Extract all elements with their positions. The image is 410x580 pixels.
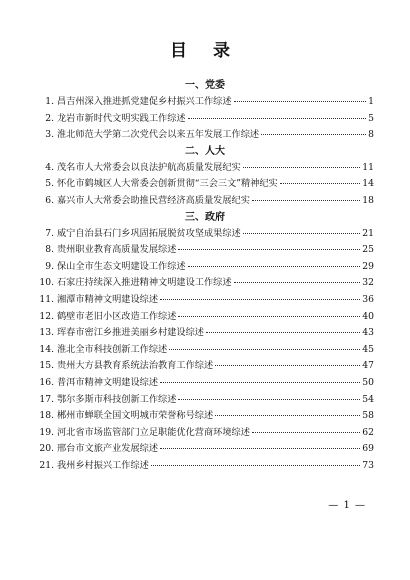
entry-title: 邢台市文旅产业发展综述 <box>57 443 159 455</box>
entry-title: 嘉兴市人大常委会助推民营经济高质量发展纪实 <box>57 194 250 206</box>
entry-title: 威宁自治县石门乡巩固拓展脱贫攻坚成果综述 <box>57 227 241 239</box>
entry-page-number: 36 <box>362 293 374 305</box>
entry-page-number: 11 <box>362 161 374 173</box>
entry-number: 10. <box>39 277 54 289</box>
entry-title: 鹤壁市老旧小区改造工作综述 <box>57 310 177 322</box>
entry-number: 14. <box>39 343 54 355</box>
entry-page-number: 25 <box>362 244 374 256</box>
dot-leader <box>206 332 360 333</box>
entry-page-number: 47 <box>362 360 374 372</box>
dot-leader <box>261 134 366 135</box>
section-header: 三、政府 <box>185 211 225 223</box>
entry-page-number: 14 <box>362 178 374 190</box>
section-header: 二、人大 <box>185 145 225 157</box>
entry-number: 21. <box>39 459 54 471</box>
entry-number: 2. <box>45 112 54 124</box>
toc-entry[interactable] <box>36 408 374 425</box>
entry-page-number: 54 <box>362 393 374 405</box>
entry-number: 12. <box>39 310 54 322</box>
dot-leader <box>280 183 361 184</box>
entry-number: 17. <box>39 393 54 405</box>
entry-title: 普洱市精神文明建设综述 <box>57 376 159 388</box>
toc-entry[interactable] <box>36 242 374 259</box>
toc-entry[interactable] <box>36 193 374 210</box>
entry-number: 18. <box>39 410 54 422</box>
dot-leader <box>243 167 361 168</box>
dot-leader <box>160 448 360 449</box>
dot-leader <box>252 200 360 201</box>
entry-title: 我州乡村振兴工作综述 <box>57 459 149 471</box>
entry-number: 7. <box>45 227 54 239</box>
entry-page-number: 1 <box>368 96 374 107</box>
entry-page-number: 40 <box>362 310 374 322</box>
dot-leader <box>215 415 360 416</box>
toc-entry[interactable] <box>36 176 374 193</box>
entry-title: 龙岩市新时代文明实践工作综述 <box>57 112 186 124</box>
entry-title: 石家庄持续深入推进精神文明建设工作综述 <box>57 277 232 289</box>
toc-entry[interactable] <box>36 275 374 292</box>
entry-page-number: 45 <box>362 343 374 355</box>
table-of-contents <box>36 78 374 474</box>
entry-number: 15. <box>39 360 54 372</box>
toc-entry[interactable] <box>36 425 374 442</box>
entry-number: 9. <box>45 260 54 272</box>
entry-page-number: 18 <box>362 194 374 206</box>
toc-entry[interactable] <box>36 259 374 276</box>
section-header: 一、党委 <box>185 80 225 91</box>
entry-page-number: 21 <box>362 227 374 239</box>
entry-number: 8. <box>45 244 54 256</box>
dot-leader <box>215 365 360 366</box>
entry-number: 5. <box>45 178 54 190</box>
dot-leader <box>178 316 360 317</box>
entry-title: 郴州市蝉联全国文明城市荣誉称号综述 <box>57 410 214 422</box>
dot-leader <box>188 266 361 267</box>
entry-title: 鄂尔多斯市科技创新工作综述 <box>57 393 177 405</box>
entry-title: 昌吉州深入推进抓党建促乡村振兴工作综述 <box>57 96 232 107</box>
entry-page-number: 50 <box>362 376 374 388</box>
entry-title: 淮北师范大学第二次党代会以来五年发展工作综述 <box>57 129 260 141</box>
entry-number: 20. <box>39 443 54 455</box>
entry-title: 茂名市人大常委会以良法护航高质量发展纪实 <box>57 161 241 173</box>
entry-title: 珲春市密江乡推进美丽乡村建设综述 <box>57 327 204 339</box>
toc-entry[interactable] <box>36 226 374 243</box>
dot-leader <box>178 249 360 250</box>
entry-number: 16. <box>39 376 54 388</box>
toc-entry[interactable] <box>36 325 374 342</box>
entry-page-number: 5 <box>368 112 374 124</box>
dot-leader <box>252 432 360 433</box>
toc-entry[interactable] <box>36 292 374 309</box>
dot-leader <box>160 299 360 300</box>
entry-page-number: 73 <box>362 459 374 471</box>
entry-title: 贵州职业教育高质量发展综述 <box>57 244 177 256</box>
toc-entry[interactable] <box>36 94 374 111</box>
entry-page-number: 69 <box>362 443 374 455</box>
entry-number: 6. <box>45 194 54 206</box>
entry-number: 4. <box>45 161 54 173</box>
entry-page-number: 43 <box>362 327 374 339</box>
toc-entry[interactable] <box>36 375 374 392</box>
entry-page-number: 29 <box>362 260 374 272</box>
dot-leader <box>178 399 360 400</box>
toc-entry[interactable] <box>36 309 374 326</box>
entry-title: 淮北全市科技创新工作综述 <box>57 343 168 355</box>
dot-leader <box>234 101 367 102</box>
toc-entry[interactable] <box>36 392 374 409</box>
entry-number: 11. <box>39 293 54 305</box>
entry-page-number: 58 <box>362 410 374 422</box>
entry-number: 13. <box>39 327 54 339</box>
toc-entry[interactable] <box>36 160 374 177</box>
dot-leader <box>160 382 360 383</box>
dot-leader <box>243 233 361 234</box>
entry-page-number: 32 <box>362 277 374 289</box>
toc-entry[interactable] <box>36 111 374 128</box>
entry-number: 3. <box>45 129 54 141</box>
entry-number: 19. <box>39 426 54 438</box>
entry-title: 怀化市鹤城区人大常委会创新贯彻“三会三文”精神纪实 <box>57 178 278 190</box>
dot-leader <box>151 465 360 466</box>
dot-leader <box>169 349 360 350</box>
toc-entry[interactable] <box>36 358 374 375</box>
page-number: — 1 — <box>328 500 366 511</box>
dot-leader <box>234 282 361 283</box>
toc-entry[interactable] <box>36 342 374 359</box>
entry-page-number: 8 <box>368 129 374 141</box>
entry-number: 1. <box>45 96 54 107</box>
entry-title: 贵州大方县教育系统法治教育工作综述 <box>57 360 214 372</box>
entry-title: 湘潭市精神文明建设综述 <box>57 293 159 305</box>
toc-entry[interactable] <box>36 127 374 144</box>
entry-page-number: 62 <box>362 426 374 438</box>
entry-title: 河北省市场监管部门立足职能优化营商环境综述 <box>57 426 250 438</box>
toc-entry[interactable] <box>36 441 374 458</box>
dot-leader <box>188 118 367 119</box>
page-title: 目 录 <box>170 41 240 61</box>
entry-title: 保山全市生态文明建设工作综述 <box>57 260 186 272</box>
toc-entry[interactable] <box>36 458 374 475</box>
